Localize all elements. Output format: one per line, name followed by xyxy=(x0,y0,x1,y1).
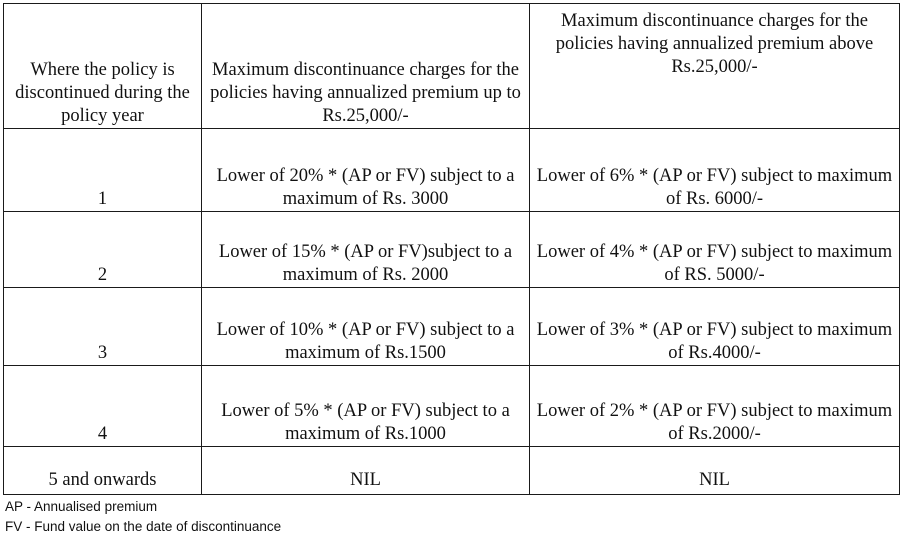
table-row xyxy=(4,366,900,447)
charge-above-25000-cell: Lower of 4% * (AP or FV) subject to maximum of RS. 5000/- xyxy=(530,212,900,288)
charge-up-to-25000-cell: Lower of 10% * (AP or FV) subject to a maximum of Rs.1500 xyxy=(202,288,530,366)
charge-up-to-25000-cell: Lower of 20% * (AP or FV) subject to a maximum of Rs. 3000 xyxy=(202,129,530,212)
charge-up-to-25000-cell: NIL xyxy=(202,447,530,495)
charge-above-25000-cell: Lower of 2% * (AP or FV) subject to maximum of Rs.2000/- xyxy=(530,366,900,447)
charge-above-25000-cell: NIL xyxy=(530,447,900,495)
header-charges-up-to-25000: Maximum discontinuance charges for the policies having annualized premium up to Rs.25,000/- xyxy=(202,4,530,129)
charge-up-to-25000-cell: Lower of 5% * (AP or FV) subject to a maximum of Rs.1000 xyxy=(202,366,530,447)
header-charges-above-25000: Maximum discontinuance charges for the policies having annualized premium above Rs.25,000/- xyxy=(530,4,900,129)
year-cell: 5 and onwards xyxy=(4,447,202,495)
table-row xyxy=(4,447,900,495)
document xyxy=(3,3,899,537)
footnote-ap: AP - Annualised premium xyxy=(5,499,158,514)
charge-above-25000-cell: Lower of 6% * (AP or FV) subject to maximum of Rs. 6000/- xyxy=(530,129,900,212)
footnote-fv: FV - Fund value on the date of discontinuance xyxy=(5,519,282,534)
header-policy-year: Where the policy is discontinued during the policy year xyxy=(4,4,202,129)
year-cell: 2 xyxy=(4,212,202,288)
charge-up-to-25000-cell: Lower of 15% * (AP or FV)subject to a maximum of Rs. 2000 xyxy=(202,212,530,288)
year-cell: 1 xyxy=(4,129,202,212)
charge-above-25000-cell: Lower of 3% * (AP or FV) subject to maximum of Rs.4000/- xyxy=(530,288,900,366)
footnotes xyxy=(3,497,899,537)
table-row xyxy=(4,129,900,212)
year-cell: 3 xyxy=(4,288,202,366)
table-row xyxy=(4,212,900,288)
table-row xyxy=(4,288,900,366)
year-cell: 4 xyxy=(4,366,202,447)
table-header-row xyxy=(4,4,900,129)
discontinuance-charges-table xyxy=(3,3,900,495)
